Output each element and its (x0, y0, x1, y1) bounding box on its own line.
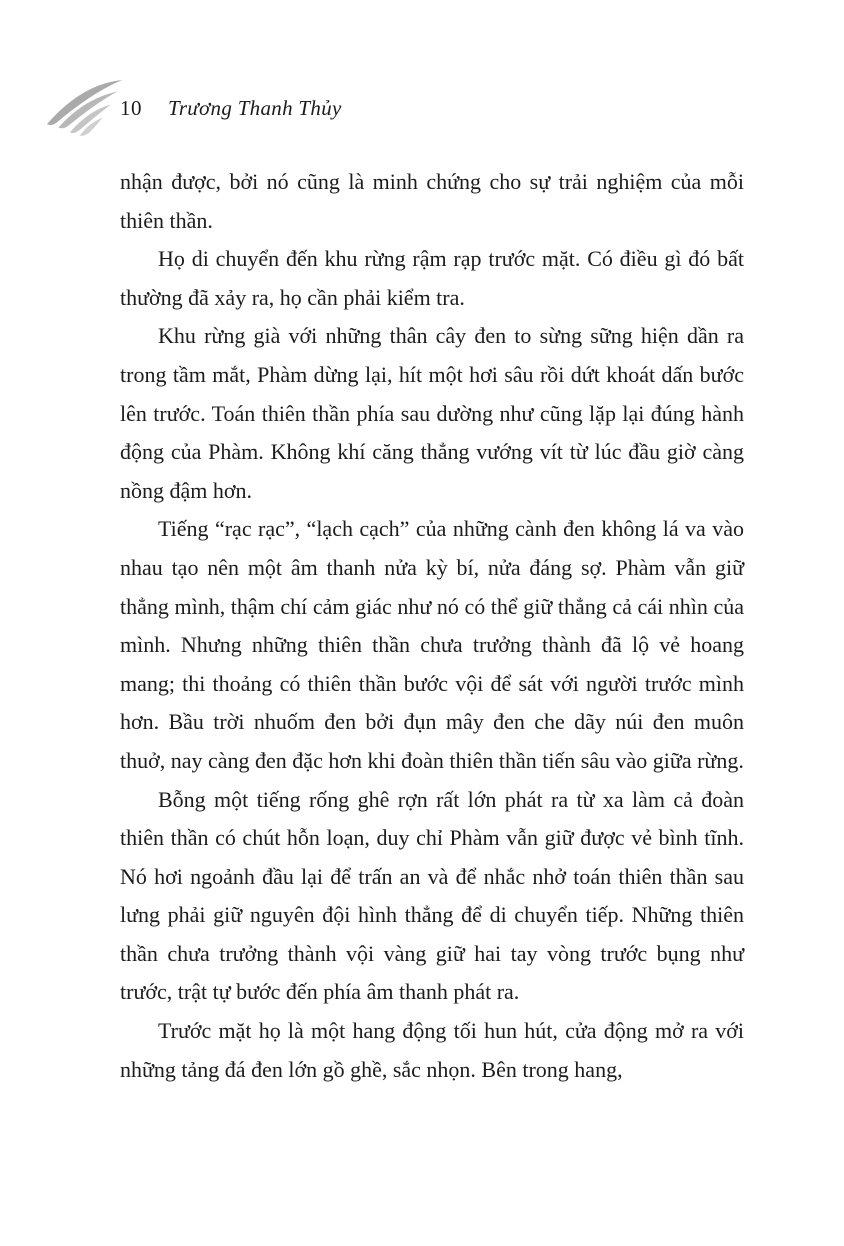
author-name: Trương Thanh Thủy (168, 96, 342, 120)
paragraph: nhận được, bởi nó cũng là minh chứng cho sự trải nghiệm của mỗi thiên thần. (120, 169, 744, 233)
paragraph: Họ di chuyển đến khu rừng rậm rạp trước mặt. Có điều gì đó bất thường đã xảy ra, họ cần phải kiểm tra. (120, 246, 744, 310)
page-number: 10 (120, 96, 142, 120)
body-text (120, 163, 744, 1089)
paragraph: Tiếng “rạc rạc”, “lạch cạch” của những cành đen không lá va vào nhau tạo nên một âm thanh nửa kỳ bí, nửa đáng sợ. Phàm vẫn giữ thẳng mình, thậm chí cảm giác như nó có thể giữ thẳng cả cái nhìn của mình. Nhưng những thiên thần chưa trưởng thành đã lộ vẻ hoang mang; thi thoảng có thiên thần bước vội để sát với người trước mình hơn. Bầu trời nhuốm đen bởi đụn mây đen che dãy núi đen muôn thuở, nay càng đen đặc hơn khi đoàn thiên thần tiến sâu vào giữa rừng. (120, 516, 744, 773)
running-header (120, 96, 342, 121)
paragraph: Trước mặt họ là một hang động tối hun hút, cửa động mở ra với những tảng đá đen lớn gồ ghề, sắc nhọn. Bên trong hang, (120, 1018, 744, 1082)
paragraph: Khu rừng già với những thân cây đen to sừng sững hiện dần ra trong tầm mắt, Phàm dừng lại, hít một hơi sâu rồi dứt khoát dấn bước lên trước. Toán thiên thần phía sau dường như cũng lặp lại đúng hành động của Phàm. Không khí căng thẳng vướng vít từ lúc đầu giờ càng nồng đậm hơn. (120, 323, 744, 503)
paragraph: Bỗng một tiếng rống ghê rợn rất lớn phát ra từ xa làm cả đoàn thiên thần có chút hỗn loạn, duy chỉ Phàm vẫn giữ được vẻ bình tĩnh. Nó hơi ngoảnh đầu lại để trấn an và để nhắc nhở toán thiên thần sau lưng phải giữ nguyên đội hình thẳng để di chuyển tiếp. Những thiên thần chưa trưởng thành vội vàng giữ hai tay vòng trước bụng như trước, trật tự bước đến phía âm thanh phát ra. (120, 786, 744, 1005)
wing-feather-logo-icon (42, 78, 124, 140)
